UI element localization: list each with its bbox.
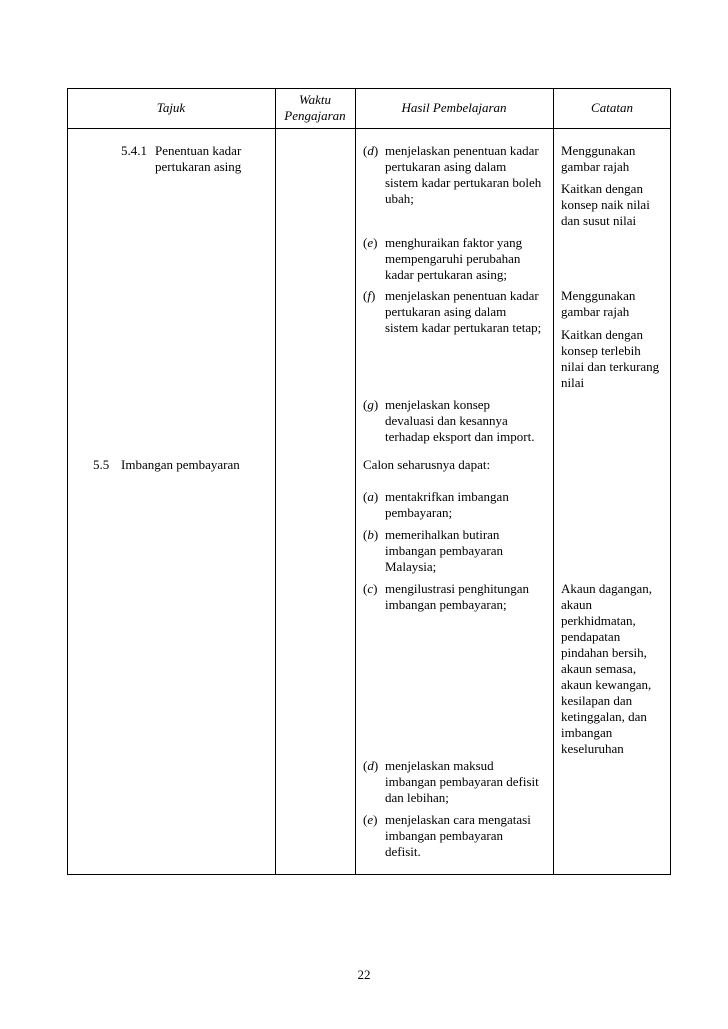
note-line: nilai xyxy=(561,375,585,390)
note-line: akaun kewangan, xyxy=(561,677,652,692)
page-number: 22 xyxy=(357,967,371,982)
outcome-label: (g) xyxy=(363,397,379,412)
outcome-label: (e) xyxy=(363,235,378,250)
note-line: Akaun dagangan, xyxy=(561,581,652,596)
header-divider xyxy=(67,128,671,129)
note-item xyxy=(561,181,650,229)
outcome-line: sistem kadar pertukaran boleh xyxy=(385,175,542,190)
outcome-line: menjelaskan penentuan kadar xyxy=(385,288,539,303)
note-line: Kaitkan dengan xyxy=(561,327,643,342)
header-waktu-line: Waktu xyxy=(298,92,332,107)
note-line: Menggunakan xyxy=(561,143,636,158)
outcome-letter: c xyxy=(367,581,374,596)
outcome-letter: e xyxy=(367,812,374,827)
column-divider-tajuk xyxy=(275,88,276,875)
topic-line: Imbangan pembayaran xyxy=(121,457,240,472)
outcome-line: menjelaskan cara mengatasi xyxy=(385,812,531,827)
topic-number: 5.5 xyxy=(93,457,110,472)
outcome-letter: a xyxy=(367,489,374,504)
topic-number: 5.4.1 xyxy=(121,143,147,158)
outcome-label: (a) xyxy=(363,489,379,504)
topic-line: pertukaran asing xyxy=(155,159,242,174)
outcome-line: menjelaskan penentuan kadar xyxy=(385,143,539,158)
topic-line: Penentuan kadar xyxy=(155,143,242,158)
header-catatan: Catatan xyxy=(591,100,633,115)
outcomes-intro: Calon seharusnya dapat: xyxy=(363,457,491,472)
outcome-letter: g xyxy=(367,397,374,412)
outcome-line: dan lebihan; xyxy=(385,790,449,805)
note-item xyxy=(561,143,635,175)
outcome-label: (d) xyxy=(363,758,379,773)
outcome-line: menghuraikan faktor yang xyxy=(385,235,523,250)
note-line: dan susut nilai xyxy=(561,213,637,228)
outcome-line: mempengaruhi perubahan xyxy=(385,251,521,266)
outcome-line: devaluasi dan kesannya xyxy=(385,413,508,428)
outcome-text xyxy=(385,235,522,283)
note-line: keseluruhan xyxy=(561,741,624,756)
topic-text xyxy=(155,143,241,175)
outcome-line: imbangan pembayaran defisit xyxy=(385,774,539,789)
outcome-text xyxy=(385,527,503,575)
column-divider-waktu xyxy=(355,88,356,875)
outcome-line: menjelaskan maksud xyxy=(385,758,494,773)
note-line: perkhidmatan, xyxy=(561,613,636,628)
note-line: konsep terlebih xyxy=(561,343,641,358)
note-line: Menggunakan xyxy=(561,288,636,303)
note-item xyxy=(561,288,635,320)
note-line: gambar rajah xyxy=(561,159,630,174)
outcome-text xyxy=(385,812,531,860)
header-waktu xyxy=(275,92,355,124)
outcome-line: imbangan pembayaran xyxy=(385,828,504,843)
header-waktu-line: Pengajaran xyxy=(284,108,346,123)
outcome-letter: d xyxy=(367,758,374,773)
outcome-line: sistem kadar pertukaran tetap; xyxy=(385,320,542,335)
note-line: gambar rajah xyxy=(561,304,630,319)
header-hasil: Hasil Pembelajaran xyxy=(401,100,507,115)
outcome-line: mengilustrasi penghitungan xyxy=(385,581,530,596)
outcome-text xyxy=(385,397,534,445)
outcome-text xyxy=(385,758,539,806)
note-line: akaun semasa, xyxy=(561,661,637,676)
outcome-line: imbangan pembayaran xyxy=(385,543,504,558)
outcome-letter: e xyxy=(367,235,374,250)
note-line: kesilapan dan xyxy=(561,693,633,708)
outcome-line: kadar pertukaran asing; xyxy=(385,267,508,282)
outcome-text xyxy=(385,581,529,613)
outcome-label: (d) xyxy=(363,143,379,158)
note-line: konsep naik nilai xyxy=(561,197,650,212)
note-item xyxy=(561,327,659,391)
outcome-label: (c) xyxy=(363,581,378,596)
outcome-line: menjelaskan konsep xyxy=(385,397,491,412)
outcome-letter: b xyxy=(367,527,374,542)
outcome-line: pertukaran asing dalam xyxy=(385,159,507,174)
note-item xyxy=(561,581,652,757)
outcome-line: pertukaran asing dalam xyxy=(385,304,507,319)
outcome-line: memerihalkan butiran xyxy=(385,527,500,542)
outcome-line: mentakrifkan imbangan xyxy=(385,489,509,504)
column-divider-hasil xyxy=(553,88,554,875)
outcome-letter: f xyxy=(367,288,371,303)
outcome-line: terhadap eksport dan import. xyxy=(385,429,535,444)
header-tajuk: Tajuk xyxy=(156,100,186,115)
note-line: Kaitkan dengan xyxy=(561,181,643,196)
note-line: nilai dan terkurang xyxy=(561,359,660,374)
outcome-line: Malaysia; xyxy=(385,559,437,574)
outcome-text xyxy=(385,143,541,207)
outcome-line: ubah; xyxy=(385,191,414,206)
note-line: ketinggalan, dan xyxy=(561,709,647,724)
note-line: akaun xyxy=(561,597,593,612)
outcome-label: (e) xyxy=(363,812,378,827)
outcome-label: (f) xyxy=(363,288,376,303)
outcome-text xyxy=(385,288,541,336)
topic-text xyxy=(121,457,240,473)
outcome-line: pembayaran; xyxy=(385,505,453,520)
note-line: pendapatan xyxy=(561,629,621,644)
outcome-line: imbangan pembayaran; xyxy=(385,597,507,612)
outcome-letter: d xyxy=(367,143,374,158)
outcome-label: (b) xyxy=(363,527,379,542)
note-line: pindahan bersih, xyxy=(561,645,647,660)
outcome-line: defisit. xyxy=(385,844,421,859)
outcome-text xyxy=(385,489,509,521)
note-line: imbangan xyxy=(561,725,613,740)
